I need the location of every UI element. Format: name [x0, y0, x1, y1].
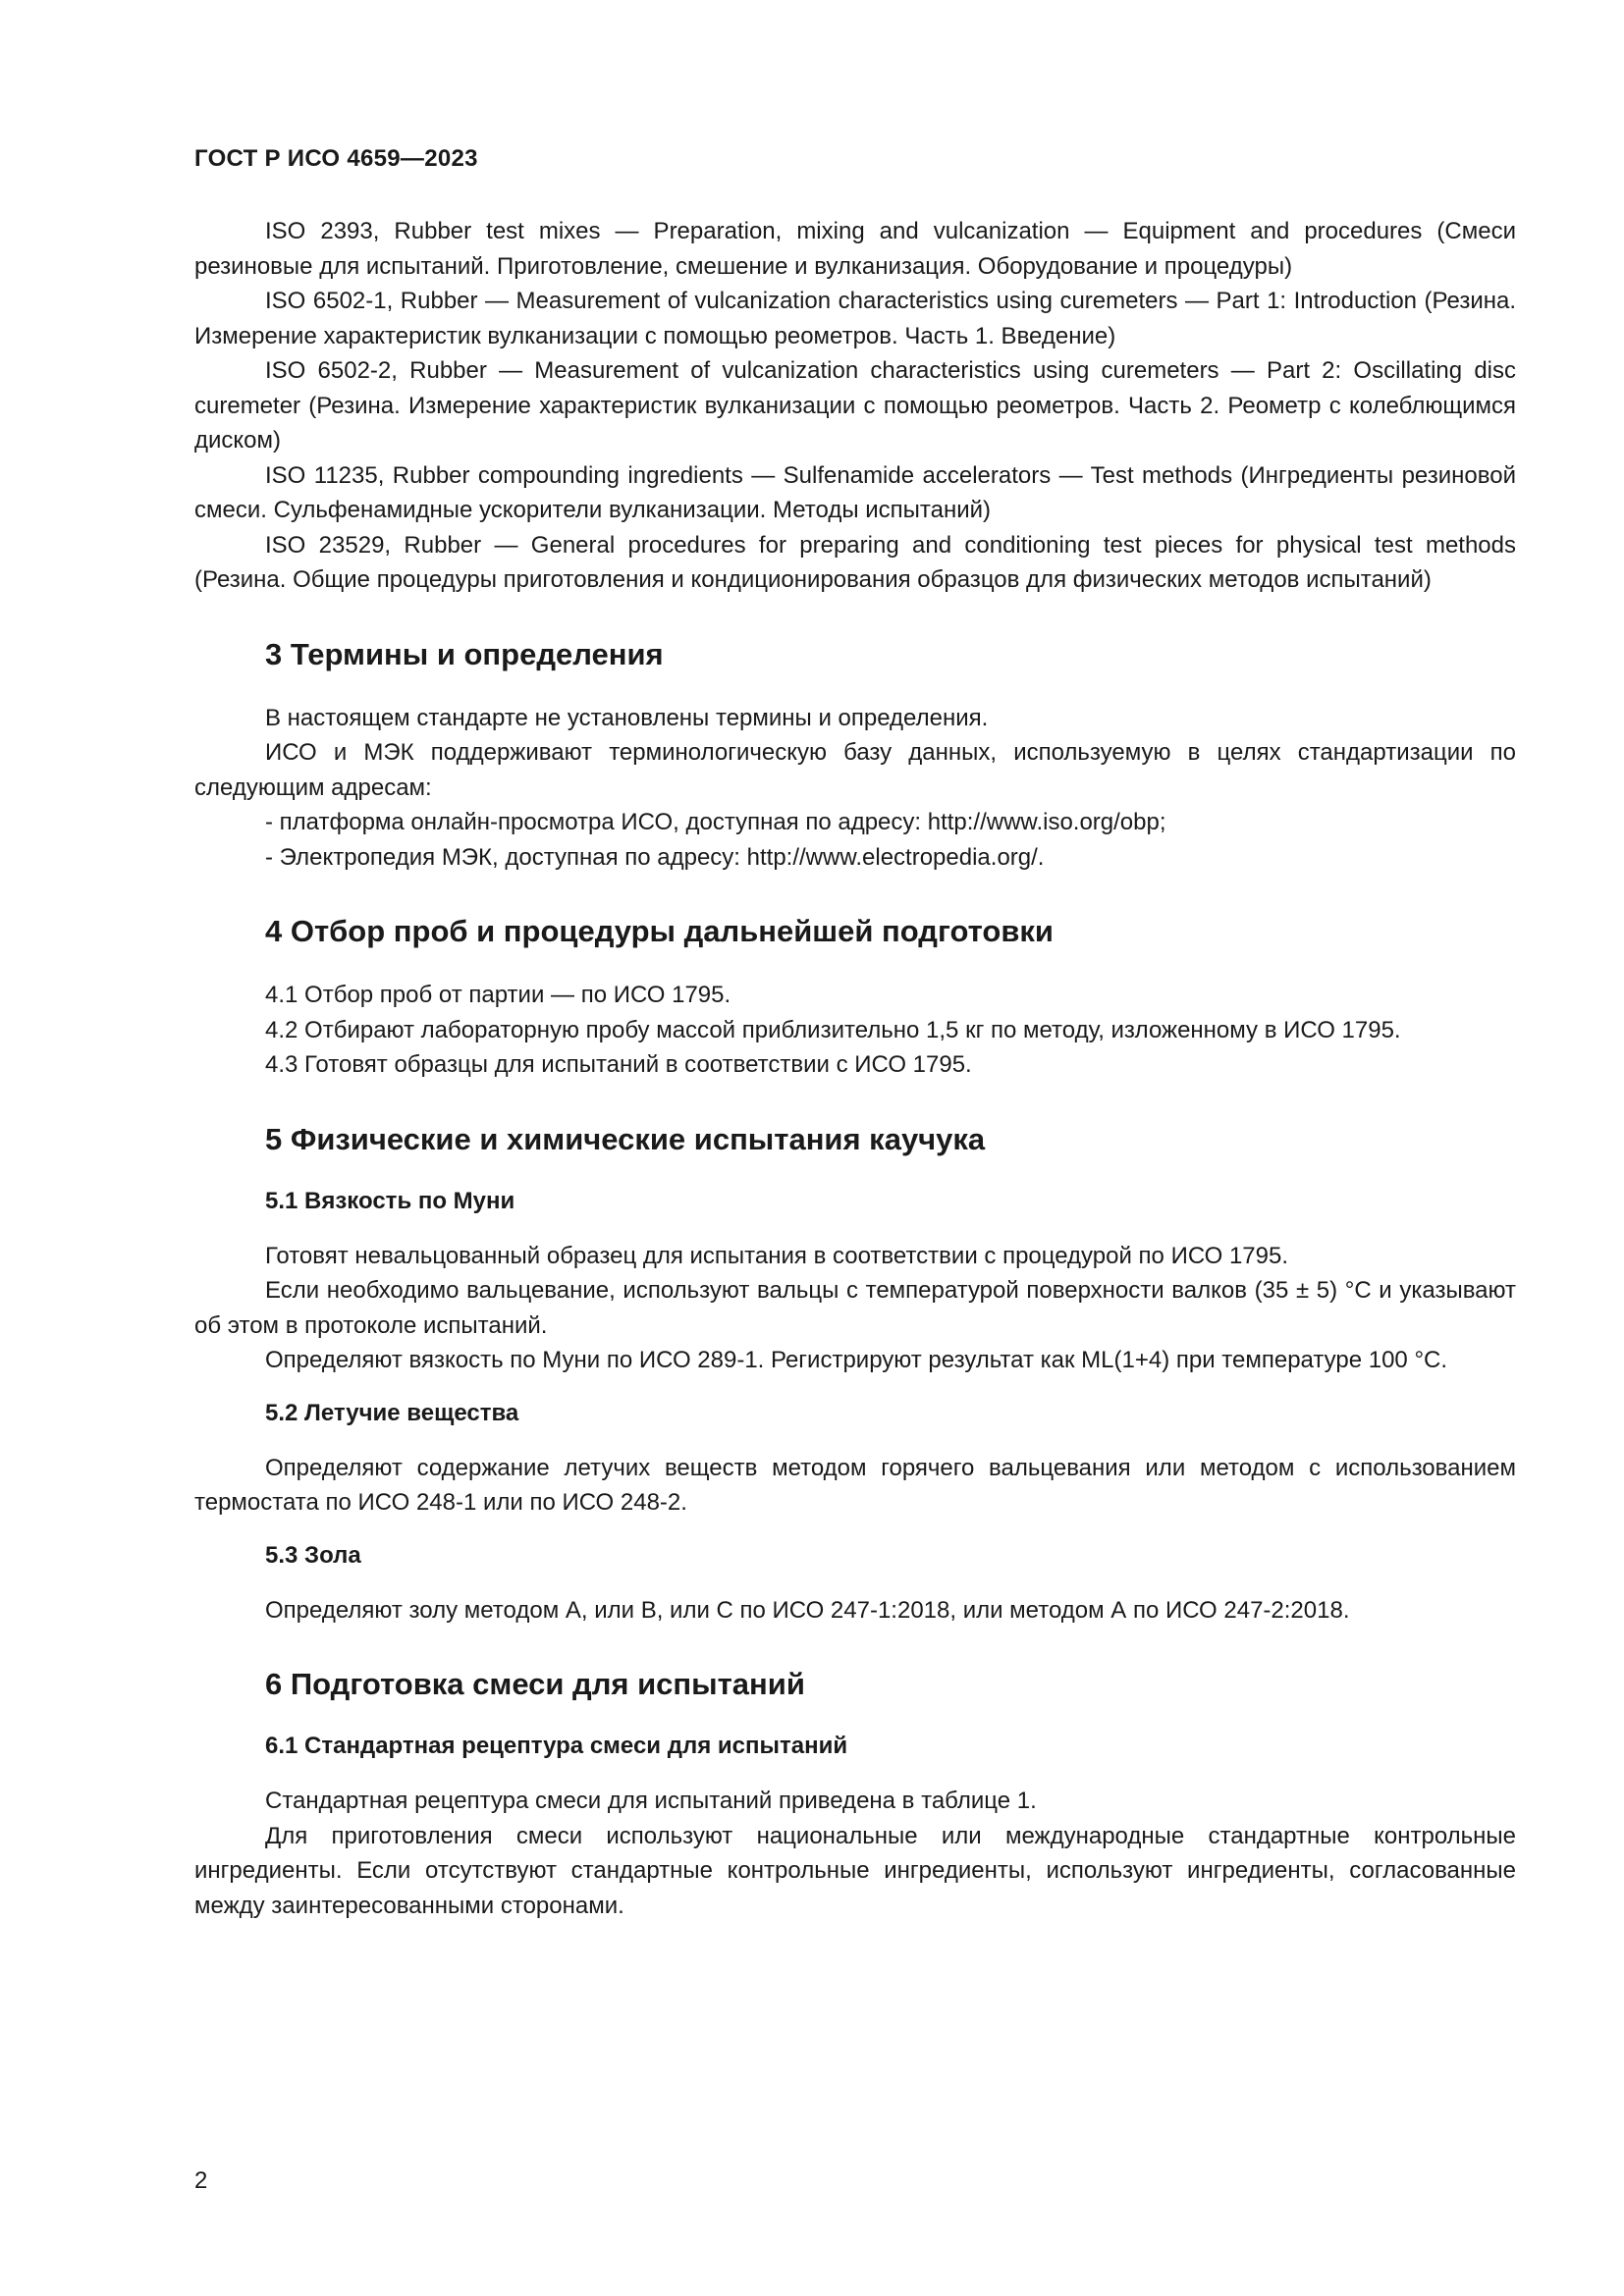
page-number: 2 — [194, 2167, 208, 2194]
subsection-5-1-paragraph: Если необходимо вальцевание, используют вальцы с температурой поверхности валков (35 ± 5) °С и указывают об этом в протоколе испытаний. — [194, 1277, 1516, 1339]
reference-iso-2393: ISO 2393, Rubber test mixes — Preparation, mixing and vulcanization — Equipment and procedures (Смеси резиновые для испытаний. Приготовление, смешение и вулканизация. Оборудование и процедуры) — [194, 218, 1516, 280]
subsection-5-3-paragraph: Определяют золу методом А, или В, или С по ИСО 247-1:2018, или методом А по ИСО 247-2:2018. — [265, 1596, 1350, 1624]
reference-iso-6502-2: ISO 6502-2, Rubber — Measurement of vulcanization characteristics using curemeters — Part 2: Oscillating disc curemeter (Резина. Измерение характеристик вулканизации с помощью реометров. Часть 2. Реометр с колеблющимся диском) — [194, 357, 1516, 454]
document-page — [194, 145, 1516, 1923]
reference-iso-6502-1: ISO 6502-1, Rubber — Measurement of vulcanization characteristics using curemeters — Part 1: Introduction (Резина. Измерение характеристик вулканизации с помощью реометров. Часть 1. Введение) — [194, 288, 1516, 349]
section-3-paragraph: ИСО и МЭК поддерживают терминологическую базу данных, используемую в целях стандартизации по следующим адресам: — [194, 739, 1516, 801]
clause-4-2: 4.2 Отбирают лабораторную пробу массой приблизительно 1,5 кг по методу, изложенному в ИСО 1795. — [265, 1016, 1401, 1043]
subsection-5-1-paragraph: Готовят невальцованный образец для испытания в соответствии с процедурой по ИСО 1795. — [265, 1242, 1289, 1269]
section-3-list-item: - Электропедия МЭК, доступная по адресу: http://www.electropedia.org/. — [265, 843, 1045, 871]
section-3-list-item: - платформа онлайн-просмотра ИСО, доступная по адресу: http://www.iso.org/obp; — [265, 809, 1166, 835]
document-header: ГОСТ Р ИСО 4659—2023 — [194, 145, 478, 172]
reference-iso-23529: ISO 23529, Rubber — General procedures for preparing and conditioning test pieces for physical test methods (Резина. Общие процедуры приготовления и кондиционирования образцов для физических методов испытаний) — [194, 531, 1516, 593]
subsection-6-1-paragraph: Стандартная рецептура смеси для испытаний приведена в таблице 1. — [265, 1788, 1037, 1814]
section-3-title: 3 Термины и определения — [265, 636, 664, 671]
subsection-6-1-title: 6.1 Стандартная рецептура смеси для испытаний — [265, 1733, 848, 1759]
reference-iso-11235: ISO 11235, Rubber compounding ingredients — Sulfenamide accelerators — Test methods (Ингредиенты резиновой смеси. Сульфенамидные ускорители вулканизации. Методы испытаний) — [194, 461, 1516, 523]
subsection-5-2-paragraph: Определяют содержание летучих веществ методом горячего вальцевания или методом с использованием термостата по ИСО 248-1 или по ИСО 248-2. — [194, 1454, 1516, 1516]
section-5-title: 5 Физические и химические испытания каучука — [265, 1121, 986, 1156]
subsection-5-3-title: 5.3 Зола — [265, 1541, 361, 1569]
normative-references — [194, 214, 1516, 598]
section-3-paragraph: В настоящем стандарте не установлены термины и определения. — [265, 704, 989, 731]
subsection-5-2-title: 5.2 Летучие вещества — [265, 1399, 519, 1426]
clause-4-3: 4.3 Готовят образцы для испытаний в соответствии с ИСО 1795. — [265, 1051, 972, 1078]
section-4-title: 4 Отбор проб и процедуры дальнейшей подготовки — [265, 914, 1054, 948]
subsection-5-1-paragraph: Определяют вязкость по Муни по ИСО 289-1. Регистрируют результат как ML(1+4) при температуре 100 °С. — [265, 1347, 1448, 1373]
subsection-6-1-paragraph: Для приготовления смеси используют национальные или международные стандартные контрольные ингредиенты. Если отсутствуют стандартные контрольные ингредиенты, используют ингредиенты, согласованные между заинтересованными сторонами. — [194, 1822, 1516, 1919]
section-6-title: 6 Подготовка смеси для испытаний — [265, 1667, 805, 1701]
subsection-5-1-title: 5.1 Вязкость по Муни — [265, 1187, 515, 1214]
clause-4-1: 4.1 Отбор проб от партии — по ИСО 1795. — [265, 982, 731, 1008]
